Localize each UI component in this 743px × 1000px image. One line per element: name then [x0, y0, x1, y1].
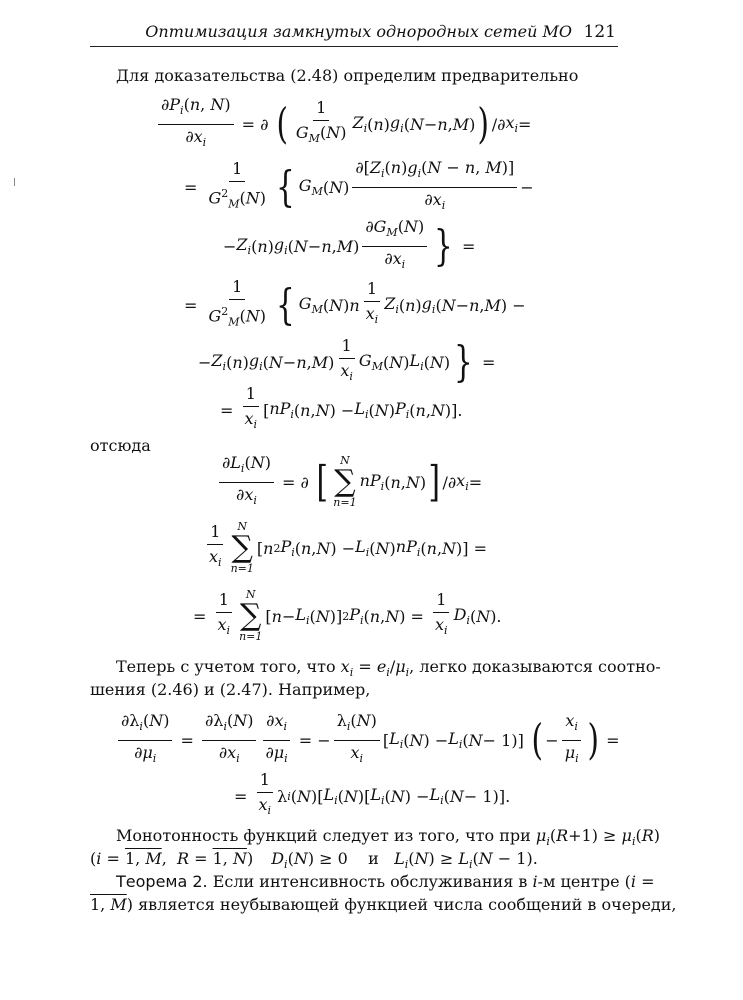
monotonicity-line2: (i = 1, M, R = 1, N) $D_i(N) \ge 0$ и $L_i(N) \ge L_i(N - 1)$. [90, 849, 538, 872]
running-header [90, 20, 618, 47]
equation-dPi-line6: = $\frac{1}{x_i}$ [ $nP_i$ ( n , N ) − $L_i$ ( N ) $P_i$ ( n , N )]. [220, 384, 463, 432]
equation-dLi-line3: = $\frac{1}{x_i}$ N ∑ n=1 [ n − $L_i$ ( N )] 2 $P_i$ ( n , N ) = $\frac{1}{x_i}$ $D_i$ ( N ). [193, 588, 502, 643]
equation-dLi-line2: $\frac{1}{x_i}$ N ∑ n=1 [ n 2 $P_i$ ( n , N ) − $L_i$ ( N ) $nP_i$ ( n , N )] = [209, 520, 488, 575]
monotonicity-line1: Монотонность функций следует из того, что при $\mu_i(R+1) \ge \mu_i(R)$ [116, 826, 661, 849]
equation-dlambda-line1: $\frac{\partial\lambda_i(N)}{\partial\mu_i}$ = $\frac{\partial\lambda_i(N)}{\partial x_i}$ $\frac{\partial x_i}{\partial\mu_i}$ = − $\frac{\lambda_i(N)}{x_i}$ [ $L_i$ ( N ) − $L_i$ ( N − 1)] ( − $\frac{x_i}{\mu_i}$ ) = [115, 710, 620, 770]
hence-word: отсюда [90, 436, 151, 455]
equation-dPi-line4: = $\frac{1}{G^2_M(N)}$ { $G_M$ ( N ) n $\frac{1}{x_i}$ $Z_i$ ( n ) $g_i$ ( N − n , M ) − [184, 277, 526, 329]
page-number: 121 [583, 22, 616, 42]
now-paragraph-line1: Теперь с учетом того, что $x_i = e_i/\mu_i$, легко доказываются соотно- [116, 657, 661, 680]
running-header-title: Оптимизация замкнутых однородных сетей МО [145, 22, 572, 41]
theorem-label: Теорема 2. [116, 872, 208, 891]
equation-dPi-line5: − $Z_i$ ( n ) $g_i$ ( N − n , M ) $\frac{1}{x_i}$ $G_M$ ( N ) $L_i$ ( N ) } = [198, 336, 496, 386]
intro-paragraph: Для доказательства (2.48) определим предварительно [116, 66, 579, 85]
theorem-line1: Теорема 2. Если интенсивность обслуживания в i-м центре (i = [116, 872, 655, 891]
theorem-line2: 1, M) является неубывающей функцией числа сообщений в очереди, [90, 895, 677, 914]
equation-dPi-line1: $\frac{\partial P_i(n, N)}{\partial x_i}$ = ∂ ( $\frac{1}{G_M(N)}$ $Z_i$ ( n ) $g_i$ ( N − n , M ) ) /∂ $x_i$ = [155, 96, 531, 152]
equation-dPi-line3: − $Z_i$ ( n ) $g_i$ ( N − n , M ) $\frac{\partial G_M(N)}{\partial x_i}$ } = [223, 217, 476, 271]
scan-mark [14, 178, 15, 186]
equation-dlambda-line2: = $\frac{1}{x_i}$ λ i ( N )[ $L_i$ ( N )[ $L_i$ ( N ) − $L_i$ ( N − 1)]. [234, 770, 511, 818]
equation-dPi-line2: = $\frac{1}{G^2_M(N)}$ { $G_M$ ( N ) $\frac{\partial[Z_i(n)g_i(N - n, M)]}{\partial x_i}$ − [184, 158, 534, 212]
now-paragraph-line2: шения (2.46) и (2.47). Например, [90, 680, 371, 699]
equation-dLi-line1: $\frac{\partial L_i(N)}{\partial x_i}$ = ∂ [ N ∑ n=1 $nP_i$ ( n , N ) ] /∂ $x_i$ = [216, 452, 482, 512]
